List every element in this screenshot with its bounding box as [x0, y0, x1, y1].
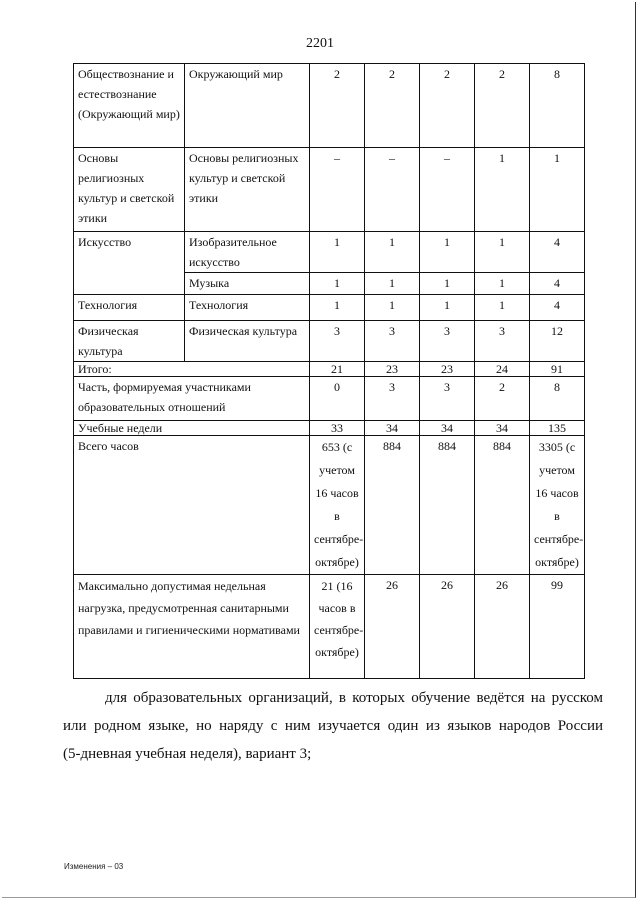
- paragraph-line-1: для образовательных организаций, в которых обучение ведётся на русском: [105, 690, 603, 706]
- total-hours: 4: [530, 295, 585, 321]
- table-row-hours: [74, 436, 585, 575]
- grade-3-weeks: 34: [420, 421, 475, 436]
- subject-area-cell: Обществознание и естествознание (Окружающий мир): [74, 64, 185, 148]
- grade-2-hours: 1: [365, 295, 420, 321]
- subject-cell: Музыка: [185, 273, 310, 295]
- grade-1-max-load: 21 (16 часов в сентябре-октябре): [310, 575, 365, 679]
- grade-3-hours: 3: [420, 377, 475, 421]
- grade-4-hours: 1: [475, 148, 530, 232]
- grade-2-total-hours: 884: [365, 436, 420, 575]
- grade-1-hours: 21: [310, 362, 365, 377]
- grade-1-hours: –: [310, 148, 365, 232]
- grade-1-hours: 1: [310, 232, 365, 273]
- table-row-max-load: [74, 575, 585, 679]
- subject-cell: Технология: [185, 295, 310, 321]
- grade-4-hours: 24: [475, 362, 530, 377]
- table-row-weeks: [74, 421, 585, 436]
- grade-2-hours: 1: [365, 232, 420, 273]
- grade-2-hours: –: [365, 148, 420, 232]
- hours-label: Всего часов: [74, 436, 310, 575]
- page-number: 2201: [306, 36, 334, 51]
- grade-3-hours: 2: [420, 64, 475, 148]
- grade-3-hours: 23: [420, 362, 475, 377]
- total-hours: 4: [530, 232, 585, 273]
- total-weeks: 135: [530, 421, 585, 436]
- subject-cell: Основы религиозных культур и светской этики: [185, 148, 310, 232]
- grade-1-hours: 2: [310, 64, 365, 148]
- total-hours: 12: [530, 321, 585, 362]
- weeks-label: Учебные недели: [74, 421, 310, 436]
- subject-cell: Изобразительное искусство: [185, 232, 310, 273]
- grade-2-weeks: 34: [365, 421, 420, 436]
- grade-4-total-hours: 884: [475, 436, 530, 575]
- variable-part-label: Часть, формируемая участниками образовательных отношений: [74, 377, 310, 421]
- grade-3-hours: 3: [420, 321, 475, 362]
- grade-3-hours: 1: [420, 232, 475, 273]
- body-paragraph: [63, 684, 603, 768]
- table-row: [74, 148, 585, 232]
- grade-2-hours: 3: [365, 321, 420, 362]
- grade-3-hours: 1: [420, 273, 475, 295]
- grade-4-hours: 1: [475, 273, 530, 295]
- grade-4-hours: 1: [475, 232, 530, 273]
- grade-3-hours: –: [420, 148, 475, 232]
- grade-1-hours: 1: [310, 273, 365, 295]
- total-hours: 1: [530, 148, 585, 232]
- table-row-variable-part: [74, 377, 585, 421]
- total-hours: 8: [530, 377, 585, 421]
- total-hours: 4: [530, 273, 585, 295]
- grade-4-hours: 1: [475, 295, 530, 321]
- grade-1-total-hours: 653 (с учетом 16 часов в сентябре-октябре): [310, 436, 365, 575]
- paragraph-line-3: (5-дневная учебная неделя), вариант 3;: [63, 746, 312, 762]
- grade-1-hours: 0: [310, 377, 365, 421]
- grade-2-hours: 3: [365, 377, 420, 421]
- subject-area-cell: Физическая культура: [74, 321, 185, 362]
- total-label: Итого:: [74, 362, 310, 377]
- grade-4-hours: 2: [475, 64, 530, 148]
- grade-4-weeks: 34: [475, 421, 530, 436]
- subject-area-cell: Основы религиозных культур и светской этики: [74, 148, 185, 232]
- table-row-total: [74, 362, 585, 377]
- grade-2-hours: 23: [365, 362, 420, 377]
- table-row: [74, 321, 585, 362]
- grade-3-total-hours: 884: [420, 436, 475, 575]
- subject-area-cell: Искусство: [74, 232, 185, 295]
- subject-cell: Физическая культура: [185, 321, 310, 362]
- table-row: [74, 295, 585, 321]
- footer-revision: Изменения – 03: [64, 862, 124, 871]
- total-hours: 91: [530, 362, 585, 377]
- grade-4-hours: 2: [475, 377, 530, 421]
- overall-total-hours: 3305 (с учетом 16 часов в сентябре-октябре): [530, 436, 585, 575]
- max-load-label: Максимально допустимая недельная нагрузка, предусмотренная санитарными правилами и гигиеническими нормативами: [74, 575, 310, 679]
- grade-1-hours: 1: [310, 295, 365, 321]
- grade-2-max-load: 26: [365, 575, 420, 679]
- grade-3-hours: 1: [420, 295, 475, 321]
- grade-1-weeks: 33: [310, 421, 365, 436]
- subject-cell: Окружающий мир: [185, 64, 310, 148]
- grade-1-hours: 3: [310, 321, 365, 362]
- grade-2-hours: 1: [365, 273, 420, 295]
- total-max-load: 99: [530, 575, 585, 679]
- paragraph-line-2: или родном языке, но наряду с ним изучается один из языков народов России: [63, 718, 603, 734]
- table-row: [74, 64, 585, 148]
- grade-3-max-load: 26: [420, 575, 475, 679]
- grade-4-hours: 3: [475, 321, 530, 362]
- total-hours: 8: [530, 64, 585, 148]
- subject-area-cell: Технология: [74, 295, 185, 321]
- table-row: [74, 232, 585, 273]
- grade-2-hours: 2: [365, 64, 420, 148]
- curriculum-table: [73, 63, 585, 679]
- grade-4-max-load: 26: [475, 575, 530, 679]
